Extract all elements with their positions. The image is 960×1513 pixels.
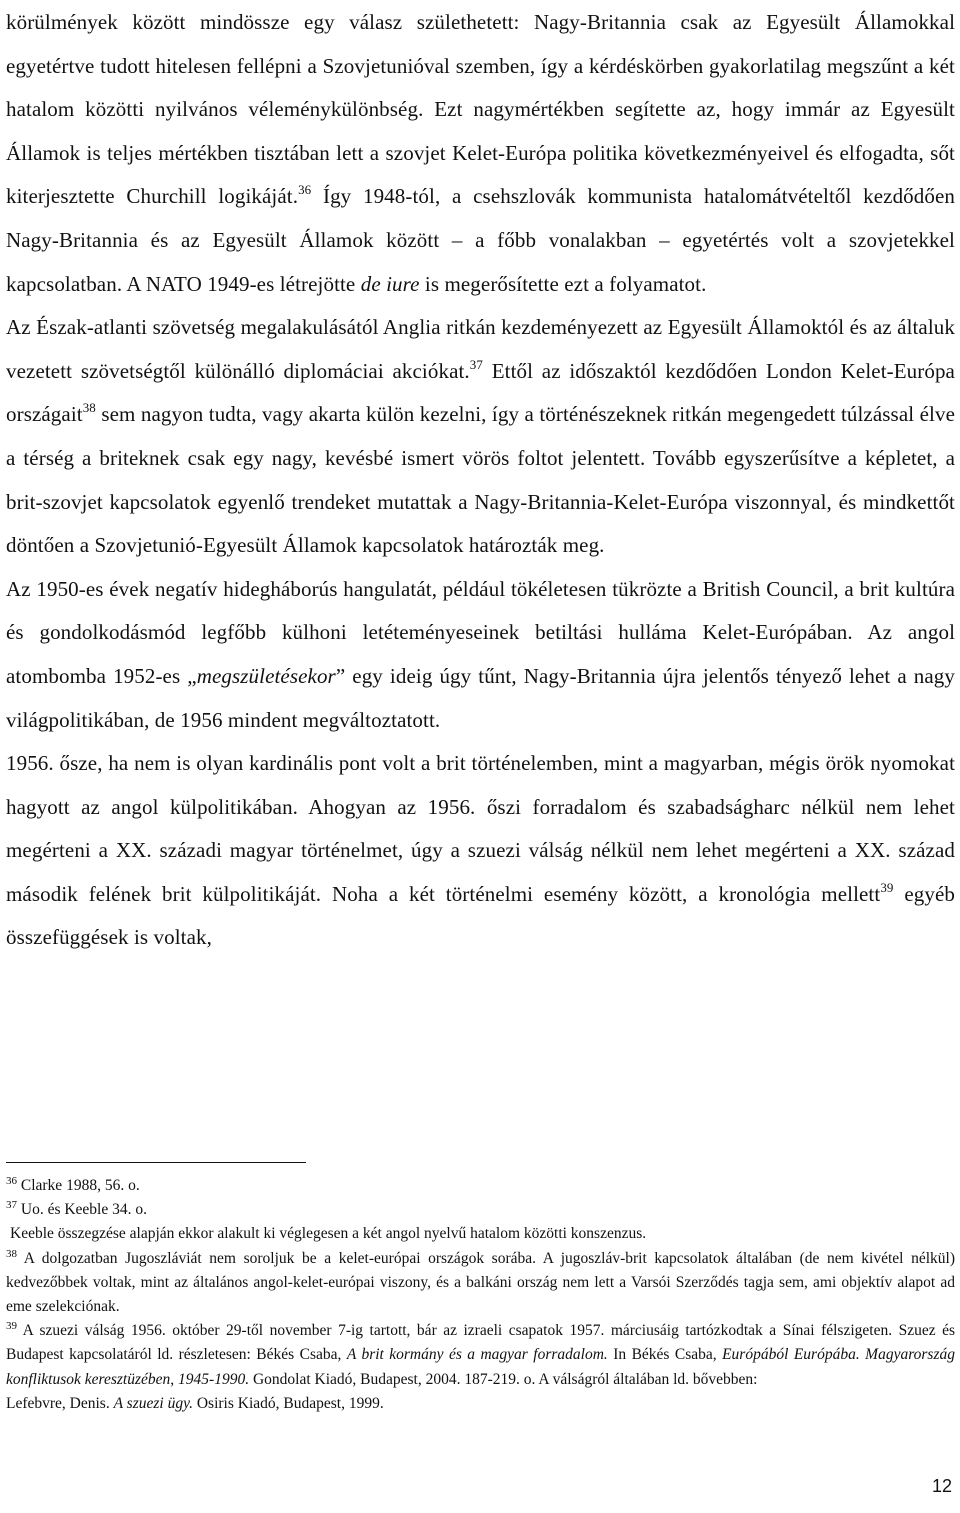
paragraph-3-text-b: ” egy ideig úgy tűnt, Nagy-Britannia újra jelentős tényező lehet a nagy világpolitikában, de 1956 mindent megváltoztatott. (6, 663, 955, 732)
footnote-37-text: Uo. és Keeble 34. o. (17, 1201, 147, 1219)
document-page (6, 0, 955, 960)
footnote-36 (6, 1174, 955, 1198)
paragraph-4-text-a: 1956. ősze, ha nem is olyan kardinális pont volt a brit történelemben, mint a magyarban, mégis örök nyomokat hagyott az angol külpolitikában. Ahogyan az 1956. őszi forradalom és szabadságharc nélkül nem lehet megérteni a XX. századi magyar történelmet, úgy a szuezi válság nélkül nem lehet megérteni a XX. század második felének brit külpolitikáját. Noha a két történelmi esemény között, a kronológia mellett (6, 751, 955, 906)
footnote-38-text: A dolgozatban Jugoszláviát nem soroljuk be a kelet-európai országok sorába. A jugoszláv-brit kapcsolatok általában (de nem kivétel nélkül) kedvezőbbek voltak, mint az általános angol-kelet-európai viszony, és a balkáni ország nem lett a Varsói Szerződés tagja sem, ami objektív alapot ad eme szelekciónak. (6, 1249, 955, 1316)
footnote-39-text-d: Lefebvre, Denis. (6, 1394, 114, 1412)
paragraph-1 (6, 1, 955, 306)
footnote-39-italic-c: A szuezi ügy. (113, 1394, 193, 1412)
paragraph-2-text-a: Az Észak-atlanti szövetség megalakulásától Anglia ritkán kezdeményezett az Egyesült Államoktól és az általuk vezetett szövetségtől különálló diplomáciai akciókat. (6, 315, 955, 383)
footnote-ref-39[interactable]: 39 (880, 879, 894, 895)
paragraph-2-text-c: sem nagyon tudta, vagy akarta külön kezelni, így a történészeknek ritkán megengedett túlzással élve a térség a briteknek csak egy nagy, kevésbé ismert vörös foltot jelentett. Tovább egyszerűsítve a képletet, a brit-szovjet kapcsolatok egyenlő trendeket mutattak a Nagy-Britannia-Kelet-Európa viszonnyal, és mindkettőt döntően a Szovjetunió-Egyesült Államok kapcsolatok határozták meg. (6, 402, 955, 558)
paragraph-4-text-b: egyéb összefüggések is voltak, (6, 881, 955, 950)
footnote-ref-38[interactable]: 38 (82, 400, 96, 416)
paragraph-1-text-c: is megerősítette ezt a folyamatot. (419, 271, 707, 296)
paragraph-2 (6, 306, 955, 568)
paragraph-3-text-a: Az 1950-es évek negatív hidegháborús hangulatát, például tökéletesen tükrözte a British Council, a brit kultúra és gondolkodásmód legfőbb külhoni letéteményeseinek betiltási hulláma Kelet-Európában. Az angol atombomba 1952-es „ (6, 576, 955, 688)
footnote-38-number: 38 (6, 1247, 17, 1260)
footnote-39-italic-b: Európából Európába. Magyarország konfliktusok keresztüzében, 1945-1990. (6, 1346, 955, 1388)
footnote-39-number: 39 (6, 1320, 17, 1333)
footnote-39-text-c: Gondolat Kiadó, Budapest, 2004. 187-219. o. A válságról általában ld. bővebben: (249, 1370, 758, 1388)
footnote-ref-37[interactable]: 37 (469, 356, 483, 372)
footnote-37-continuation: Keeble összegzése alapján ekkor alakult ki véglegesen a két angol nyelvű hatalom közötti konszenzus. (10, 1225, 647, 1243)
footnote-37-number: 37 (6, 1199, 17, 1212)
footnotes (6, 1174, 955, 1416)
footnote-39-text-a: A szuezi válság 1956. október 29-től november 7-ig tartott, bár az izraeli csapatok 1957. márciusáig tartózkodtak a Sínai félszigeten. Szuez és Budapest kapcsolatáról ld. részletesen: Békés Csaba, (6, 1322, 955, 1364)
paragraph-1-italic: de iure (360, 271, 420, 296)
footnote-37 (6, 1198, 955, 1222)
paragraph-3 (6, 568, 955, 742)
footnote-39 (6, 1319, 955, 1392)
footnote-38 (6, 1247, 955, 1320)
paragraph-2-text-b: Ettől az időszaktól kezdődően London Kelet-Európa országait (6, 358, 955, 427)
footnote-36-text: Clarke 1988, 56. o. (17, 1177, 140, 1194)
paragraph-1-text-b: Így 1948-tól, a csehszlovák kommunista hatalomátvételtől kezdődően Nagy-Britannia és az Egyesült Államok között – a főbb vonalakban – egyetértés volt a szovjetekkel kapcsolatban. A NATO 1949-es létrejötte (6, 184, 955, 296)
paragraph-1-text-a: körülmények között mindössze egy válasz születhetett: Nagy-Britannia csak az Egyesült Államokkal egyetértve tudott hitelesen fellépni a Szovjetunióval szemben, így a kérdéskörben gyakorlatilag megszűnt a két hatalom közötti nyilvános véleménykülönbség. Ezt nagymértékben segítette az, hogy immár az Egyesült Államok is teljes mértékben tisztában lett a szovjet Kelet-Európa politika következményeivel és elfogadta, sőt kiterjesztette Churchill logikáját. (6, 10, 955, 209)
footnote-39-reference (6, 1392, 955, 1416)
footnote-36-number: 36 (6, 1175, 17, 1187)
footnote-39-text-e: Osiris Kiadó, Budapest, 1999. (192, 1394, 384, 1412)
footnote-separator (6, 1162, 306, 1163)
footnote-ref-36[interactable]: 36 (298, 182, 312, 198)
footnote-39-text-b: In Békés Csaba, (607, 1346, 723, 1364)
paragraph-3-italic: megszületésekor (196, 663, 336, 688)
paragraph-4 (6, 742, 955, 960)
page-number: 12 (931, 1476, 952, 1496)
footnote-39-italic-a: A brit kormány és a magyar forradalom. (346, 1346, 608, 1364)
